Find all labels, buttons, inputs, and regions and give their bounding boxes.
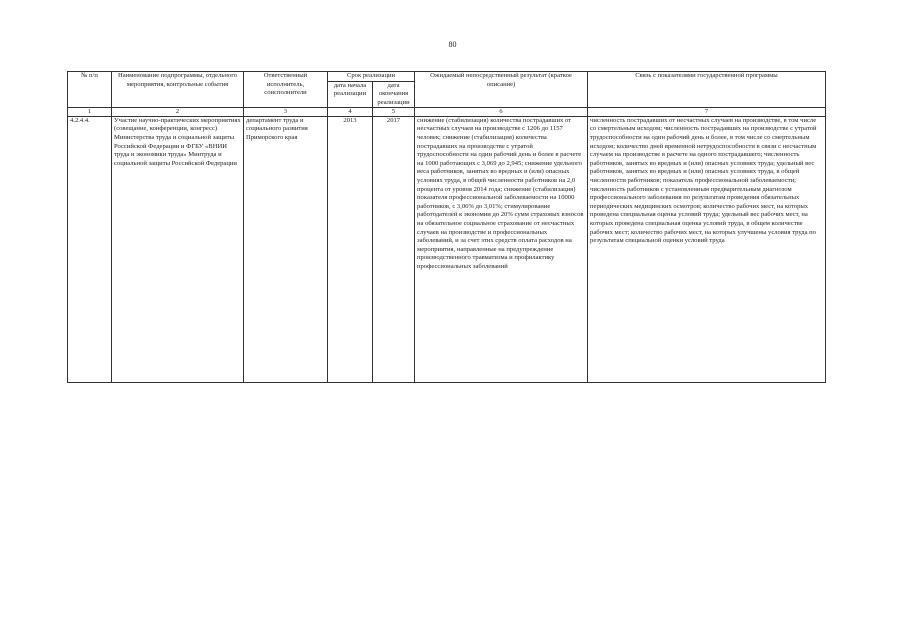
header-term-group: Срок реализации [328, 72, 415, 82]
header-responsible: Ответственный исполнитель, соисполнители [244, 72, 328, 108]
column-number: 1 [68, 108, 112, 116]
column-numbers-row [68, 108, 826, 116]
row-responsible: департамент труда и социального развития Приморского края [244, 116, 328, 382]
column-number: 7 [588, 108, 826, 116]
row-result: снижение (стабилизация) количества пострадавших от несчастных случаев на производстве с 1206 до 1157 человек; снижение (стабилизация) количества пострадавших на производстве с утратой трудоспособности на один рабочий день и более в расчете на 1000 работающих с 3,069 до 2,945; снижение удельного веса работников, занятых во вредных и (или) опасных условиях труда, в общей численности работников на 2,0 процента от уровня 2014 года; снижение (стабилизация) показателя профессиональной заболеваемости на 10000 работников, с 3,06% до 3,01%; стимулирование работодателей к экономии до 20% сумм страховых взносов на обязательное социальное страхование от несчастных случаев на производстве и профессиональных заболеваний, и за счет этих средств оплата расходов на мероприятия, направленные на предупреждение производственного травматизма и профилактику профессиональных заболеваний [415, 116, 588, 382]
table-row [68, 116, 826, 382]
row-link: численность пострадавших от несчастных случаев на производстве, в том числе со смертельным исходом; численность пострадавших на производстве с утратой трудоспособности на один рабочий день и более, в том числе со смертельным исходом; количество дней временной нетрудоспособности в связи с несчастным случаем на производстве в расчете на одного пострадавшего; численность работников, занятых во вредных и (или) опасных условиях труда; удельный вес работников, занятых во вредных и (или) опасных условиях труда, в общей численности работников; показатель профессиональной заболеваемости; численность работников с установленным предварительным диагнозом профессионального заболевания по результатам проведения обязательных периодических медицинских осмотров; количество рабочих мест, на которых проведена специальная оценка условий труда; удельный вес рабочих мест, на которых проведена специальная оценка условий труда, в общем количестве рабочих мест; количество рабочих мест, на которых улучшены условия труда по результатам специальной оценки условий труда [588, 116, 826, 382]
header-term-start: дата начала реализации [328, 81, 373, 108]
row-start: 2013 [328, 116, 373, 382]
header-link: Связь с показателями государственной программы [588, 72, 826, 108]
row-name: Участие научно-практических мероприятиях (совещание, конференции, конгресс) Министерства труда и социальной защиты Российской Федерации и ФГБУ «ВНИИ труда и экономики труда» Минтруда и социальной защиты Российской Федерации [112, 116, 244, 382]
column-number: 4 [328, 108, 373, 116]
page-number: 80 [448, 40, 457, 49]
row-end: 2017 [373, 116, 415, 382]
header-name: Наименование подпрограммы, отдельного мероприятия, контрольные события [112, 72, 244, 108]
column-number: 6 [415, 108, 588, 116]
header-term-end: дата окончания реализации [373, 81, 415, 108]
header-result: Ожидаемый непосредственный результат (краткое описание) [415, 72, 588, 108]
column-number: 3 [244, 108, 328, 116]
column-number: 5 [373, 108, 415, 116]
header-num: № п/п [68, 72, 112, 108]
column-number: 2 [112, 108, 244, 116]
activities-table [67, 71, 826, 383]
row-num: 4.2.4.4. [68, 116, 112, 382]
